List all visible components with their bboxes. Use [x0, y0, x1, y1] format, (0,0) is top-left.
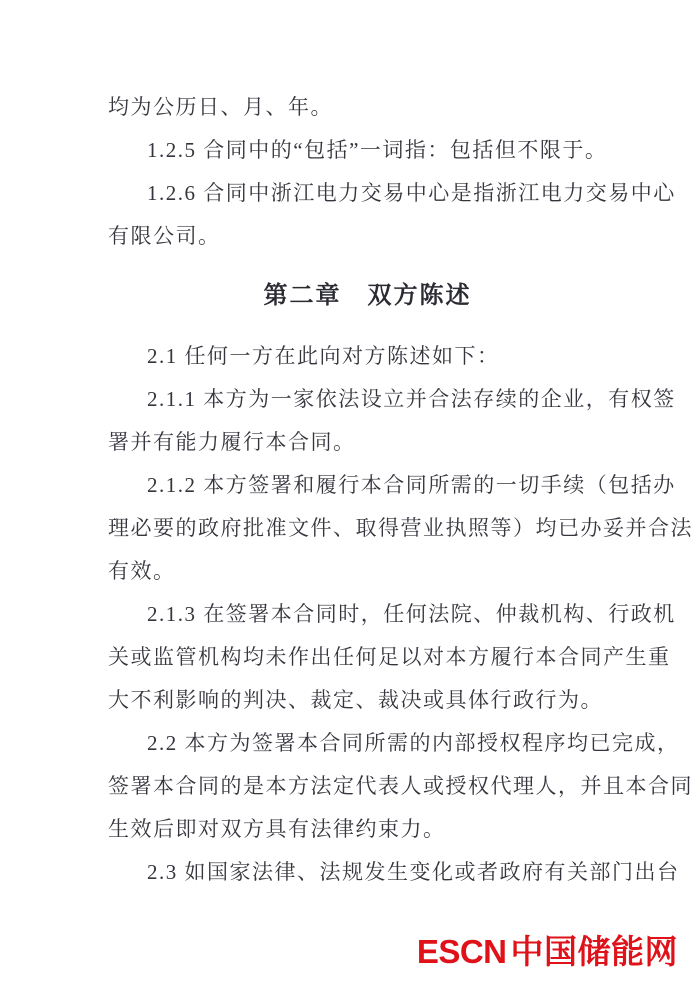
- text-line: 2.1.1 本方为一家依法设立并合法存续的企业，有权签: [147, 387, 676, 411]
- text-line: 均为公历日、月、年。: [108, 95, 333, 119]
- text-line: 大不利影响的判决、裁定、裁决或具体行政行为。: [108, 688, 603, 712]
- text-line: 2.1.2 本方签署和履行本合同所需的一切手续（包括办: [147, 473, 676, 497]
- text-line: 1.2.5 合同中的“包括”一词指：包括但不限于。: [147, 138, 608, 162]
- text-line: 生效后即对双方具有法律约束力。: [108, 817, 446, 841]
- contract-text: [108, 86, 693, 894]
- text-line: 理必要的政府批准文件、取得营业执照等）均已办妥并合法: [108, 516, 693, 540]
- text-line: 有效。: [108, 559, 176, 583]
- text-line: 2.3 如国家法律、法规发生变化或者政府有关部门出台: [147, 860, 680, 884]
- text-line: 2.1 任何一方在此向对方陈述如下：: [147, 344, 500, 368]
- chapter-heading: 第二章 双方陈述: [263, 283, 472, 309]
- text-line: 2.2 本方为签署本合同所需的内部授权程序均已完成，: [147, 731, 680, 755]
- text-line: 关或监管机构均未作出任何足以对本方履行本合同产生重: [108, 645, 671, 669]
- text-line: 2.1.3 在签署本合同时，任何法院、仲裁机构、行政机: [147, 602, 676, 626]
- text-line: 有限公司。: [108, 224, 221, 248]
- text-line: 签署本合同的是本方法定代表人或授权代理人，并且本合同: [108, 774, 693, 798]
- escn-logo: [417, 934, 678, 970]
- text-line: 1.2.6 合同中浙江电力交易中心是指浙江电力交易中心: [147, 181, 676, 205]
- escn-logo-chinese: 中国储能网: [510, 933, 678, 970]
- escn-logo-latin: ESCN: [416, 933, 507, 970]
- text-line: 署并有能力履行本合同。: [108, 430, 356, 454]
